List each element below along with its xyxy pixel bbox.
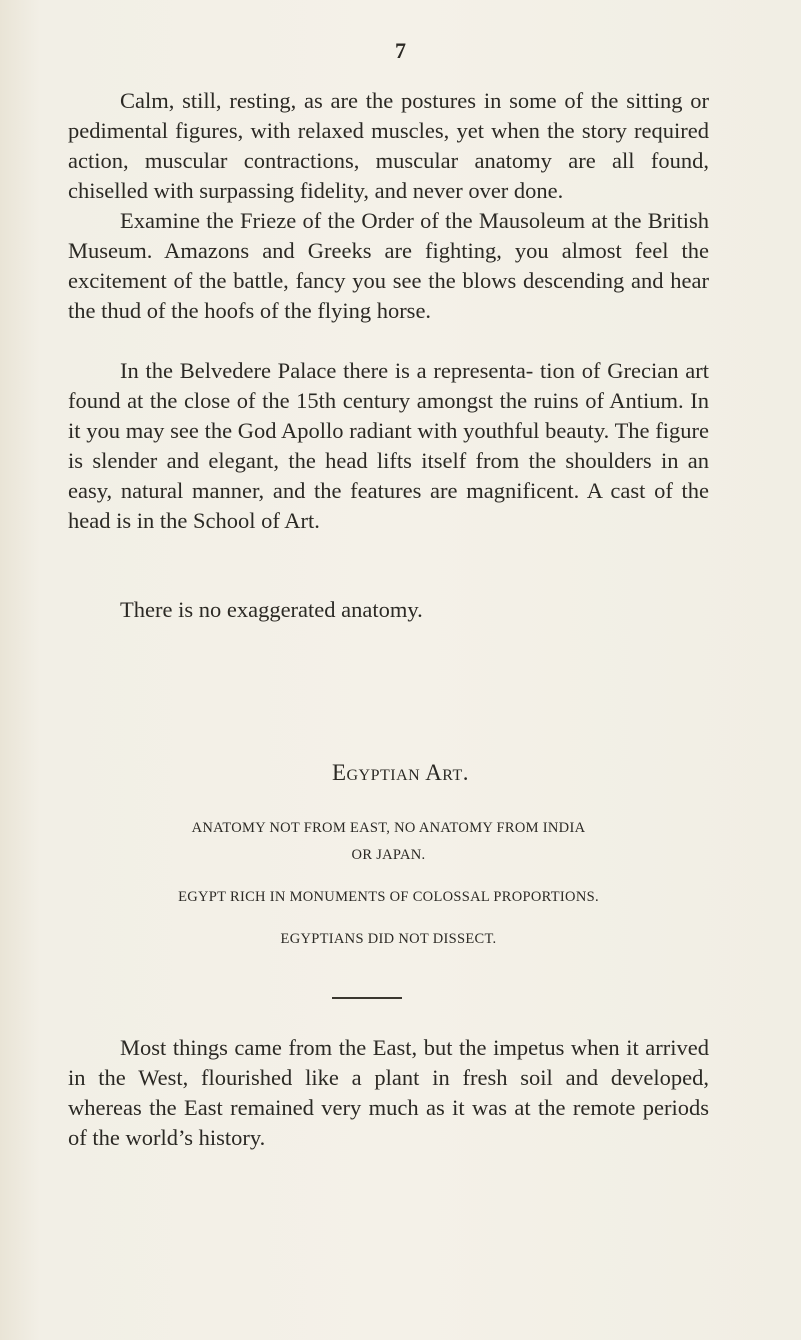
paragraph-mausoleum-frieze: Examine the Frieze of the Order of the Mausoleum at the British Museum. Amazons and Greeks are fighting, you almost feel the excitement of the battle, fancy you see the blows descending and hear the thud of the hoofs of the flying horse.	[68, 208, 709, 323]
section-heading-egyptian-art: Egyptian Art.	[331, 760, 470, 785]
paragraph-postures: Calm, still, resting, as are the postures in some of the sitting or pedimental figures, with relaxed muscles, yet when the story required action, muscular contractions, muscular anatomy are all found, chiselled with surpassing fidelity, and never over done.	[68, 88, 709, 203]
paragraph-east-west: Most things came from the East, but the impetus when it arrived in the West, flourished like a plant in fresh soil and developed, whereas the East remained very much as it was at the remote periods of the world’s history.	[68, 1035, 709, 1150]
section-divider-rule	[332, 997, 402, 999]
subheading-anatomy-east: ANATOMY NOT FROM EAST, NO ANATOMY FROM INDIA	[191, 820, 586, 836]
subheading-egypt-monuments: EGYPT RICH IN MONUMENTS OF COLOSSAL PROPORTIONS.	[178, 889, 599, 905]
paragraph-no-exaggerated-anatomy: There is no exaggerated anatomy.	[120, 597, 423, 622]
paragraph-belvedere-apollo: In the Belvedere Palace there is a representa- tion of Grecian art found at the close of the 15th century amongst the ruins of Antium. In it you may see the God Apollo radiant with youthful beauty. The figure is slender and elegant, the head lifts itself from the shoulders in an easy, natural manner, and the features are magnificent. A cast of the head is in the School of Art.	[68, 358, 709, 533]
subheading-egyptians-dissect: EGYPTIANS DID NOT DISSECT.	[280, 931, 497, 947]
page-number: 7	[395, 38, 406, 63]
subheading-anatomy-east-continued: OR JAPAN.	[351, 847, 426, 863]
